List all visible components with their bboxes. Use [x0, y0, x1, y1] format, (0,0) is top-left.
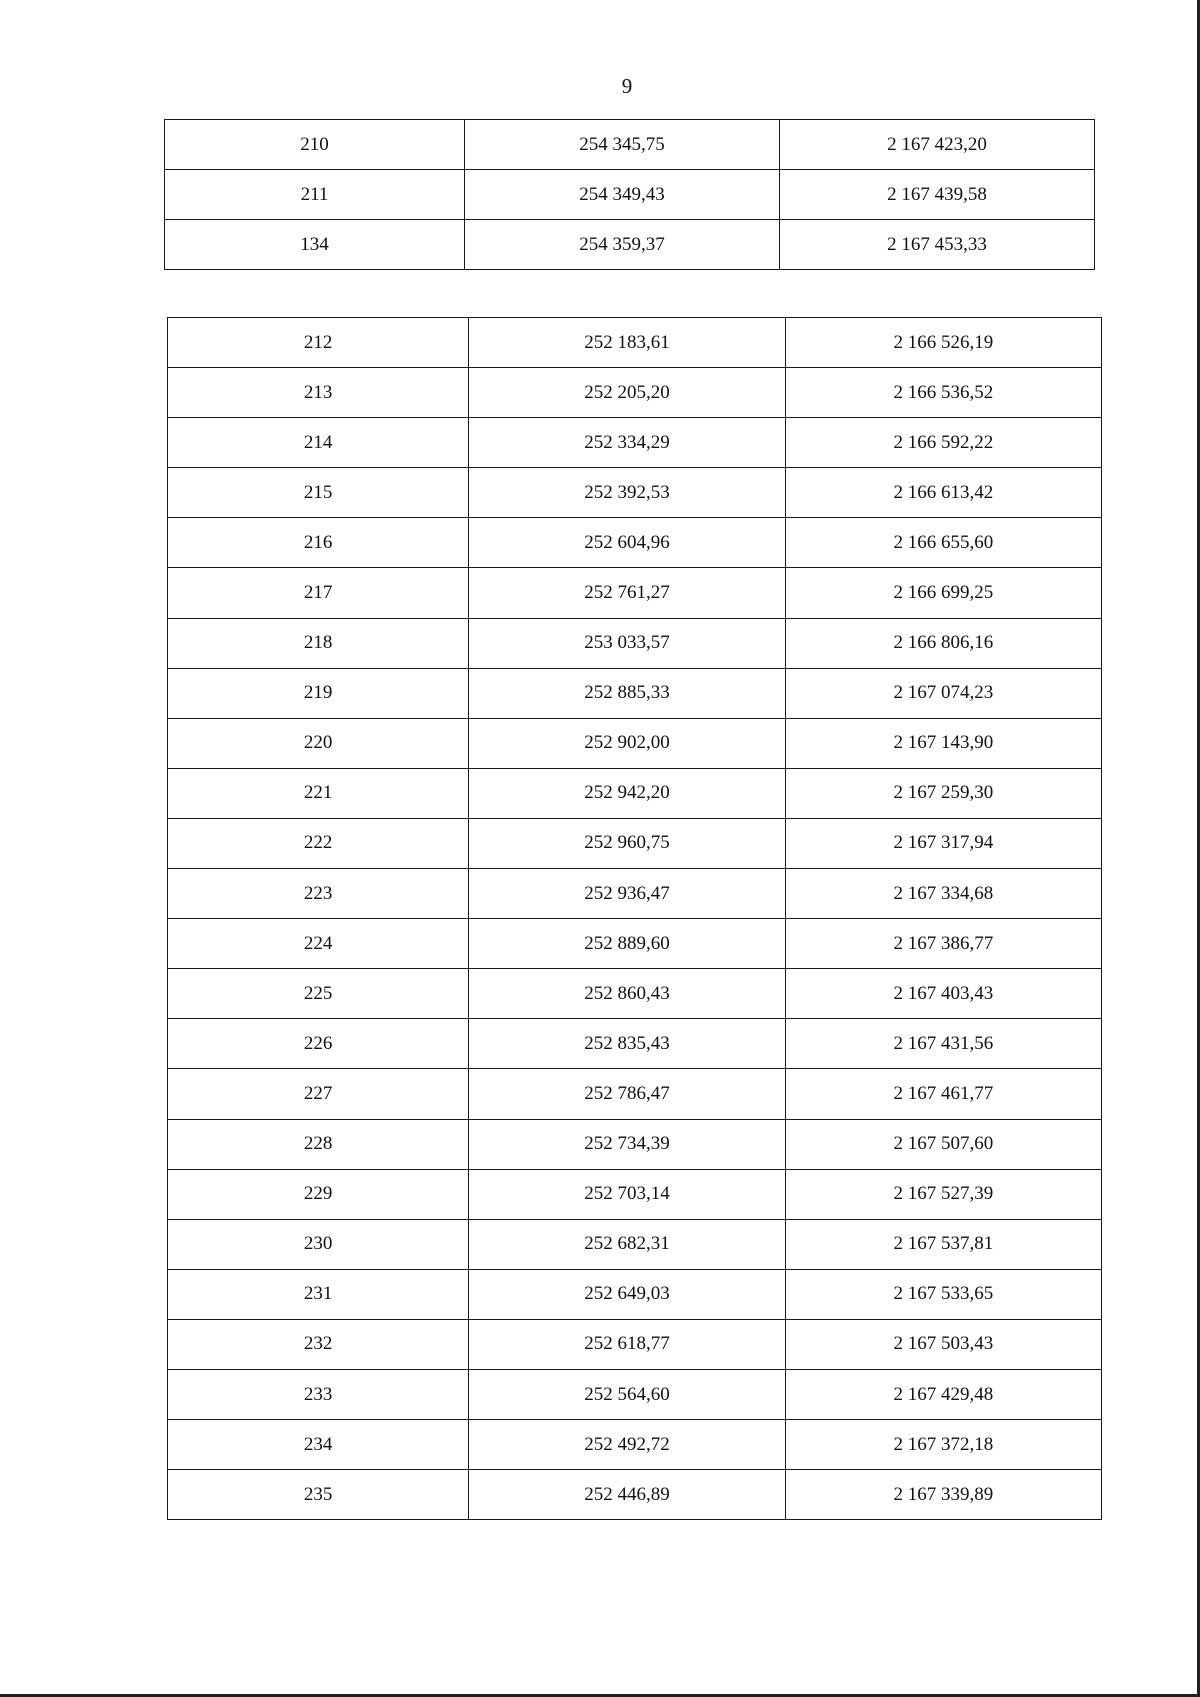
y-coordinate-cell: 2 167 527,39: [785, 1169, 1101, 1219]
table-row: [168, 1470, 1102, 1520]
table-row: [168, 1019, 1102, 1069]
x-coordinate-cell: 252 734,39: [469, 1119, 785, 1169]
point-number-cell: 233: [168, 1369, 469, 1419]
y-coordinate-cell: 2 167 429,48: [785, 1369, 1101, 1419]
point-number-cell: 226: [168, 1019, 469, 1069]
table-row: [168, 768, 1102, 818]
x-coordinate-cell: 252 960,75: [469, 818, 785, 868]
table-row: [168, 618, 1102, 668]
x-coordinate-cell: 252 761,27: [469, 568, 785, 618]
y-coordinate-cell: 2 167 453,33: [780, 220, 1095, 270]
y-coordinate-cell: 2 166 699,25: [785, 568, 1101, 618]
x-coordinate-cell: 252 860,43: [469, 969, 785, 1019]
point-number-cell: 235: [168, 1470, 469, 1520]
y-coordinate-cell: 2 167 074,23: [785, 668, 1101, 718]
x-coordinate-cell: 252 334,29: [469, 418, 785, 468]
table-row: [168, 1069, 1102, 1119]
x-coordinate-cell: 252 682,31: [469, 1219, 785, 1269]
point-number-cell: 215: [168, 468, 469, 518]
x-coordinate-cell: 252 649,03: [469, 1269, 785, 1319]
y-coordinate-cell: 2 167 503,43: [785, 1319, 1101, 1369]
point-number-cell: 230: [168, 1219, 469, 1269]
table-row: [168, 468, 1102, 518]
table-row: [168, 1369, 1102, 1419]
point-number-cell: 217: [168, 568, 469, 618]
point-number-cell: 225: [168, 969, 469, 1019]
table-row: [168, 368, 1102, 418]
point-number-cell: 231: [168, 1269, 469, 1319]
point-number-cell: 234: [168, 1420, 469, 1470]
table-row: [168, 1219, 1102, 1269]
page-number: 9: [621, 74, 633, 98]
table-row: [165, 220, 1095, 270]
y-coordinate-cell: 2 167 537,81: [785, 1219, 1101, 1269]
y-coordinate-cell: 2 167 339,89: [785, 1470, 1101, 1520]
x-coordinate-cell: 254 345,75: [465, 120, 780, 170]
point-number-cell: 211: [165, 170, 465, 220]
y-coordinate-cell: 2 167 507,60: [785, 1119, 1101, 1169]
y-coordinate-cell: 2 167 386,77: [785, 919, 1101, 969]
coordinates-table-2: [167, 317, 1102, 1520]
table-row: [165, 120, 1095, 170]
point-number-cell: 213: [168, 368, 469, 418]
y-coordinate-cell: 2 167 461,77: [785, 1069, 1101, 1119]
x-coordinate-cell: 252 392,53: [469, 468, 785, 518]
point-number-cell: 232: [168, 1319, 469, 1369]
y-coordinate-cell: 2 166 592,22: [785, 418, 1101, 468]
table-row: [168, 1319, 1102, 1369]
table-row: [168, 418, 1102, 468]
y-coordinate-cell: 2 166 806,16: [785, 618, 1101, 668]
point-number-cell: 222: [168, 818, 469, 868]
x-coordinate-cell: 252 446,89: [469, 1470, 785, 1520]
table-row: [168, 869, 1102, 919]
point-number-cell: 220: [168, 718, 469, 768]
point-number-cell: 210: [165, 120, 465, 170]
table-row: [168, 518, 1102, 568]
point-number-cell: 224: [168, 919, 469, 969]
table-row: [168, 1420, 1102, 1470]
x-coordinate-cell: 252 936,47: [469, 869, 785, 919]
y-coordinate-cell: 2 166 526,19: [785, 318, 1101, 368]
point-number-cell: 219: [168, 668, 469, 718]
table-row: [168, 568, 1102, 618]
point-number-cell: 228: [168, 1119, 469, 1169]
y-coordinate-cell: 2 166 613,42: [785, 468, 1101, 518]
y-coordinate-cell: 2 167 259,30: [785, 768, 1101, 818]
point-number-cell: 216: [168, 518, 469, 568]
x-coordinate-cell: 254 349,43: [465, 170, 780, 220]
y-coordinate-cell: 2 167 533,65: [785, 1269, 1101, 1319]
x-coordinate-cell: 252 183,61: [469, 318, 785, 368]
table-row: [168, 318, 1102, 368]
x-coordinate-cell: 254 359,37: [465, 220, 780, 270]
x-coordinate-cell: 252 604,96: [469, 518, 785, 568]
y-coordinate-cell: 2 167 431,56: [785, 1019, 1101, 1069]
x-coordinate-cell: 252 889,60: [469, 919, 785, 969]
point-number-cell: 214: [168, 418, 469, 468]
y-coordinate-cell: 2 167 403,43: [785, 969, 1101, 1019]
table-row: [168, 919, 1102, 969]
point-number-cell: 218: [168, 618, 469, 668]
table-row: [168, 1269, 1102, 1319]
y-coordinate-cell: 2 167 143,90: [785, 718, 1101, 768]
x-coordinate-cell: 253 033,57: [469, 618, 785, 668]
x-coordinate-cell: 252 942,20: [469, 768, 785, 818]
x-coordinate-cell: 252 564,60: [469, 1369, 785, 1419]
y-coordinate-cell: 2 166 536,52: [785, 368, 1101, 418]
y-coordinate-cell: 2 166 655,60: [785, 518, 1101, 568]
point-number-cell: 229: [168, 1169, 469, 1219]
x-coordinate-cell: 252 703,14: [469, 1169, 785, 1219]
point-number-cell: 221: [168, 768, 469, 818]
table-row: [168, 718, 1102, 768]
x-coordinate-cell: 252 205,20: [469, 368, 785, 418]
table-row: [168, 1119, 1102, 1169]
table-row: [168, 668, 1102, 718]
point-number-cell: 223: [168, 869, 469, 919]
x-coordinate-cell: 252 786,47: [469, 1069, 785, 1119]
table-row: [168, 1169, 1102, 1219]
y-coordinate-cell: 2 167 317,94: [785, 818, 1101, 868]
y-coordinate-cell: 2 167 372,18: [785, 1420, 1101, 1470]
x-coordinate-cell: 252 902,00: [469, 718, 785, 768]
y-coordinate-cell: 2 167 439,58: [780, 170, 1095, 220]
table-row: [168, 818, 1102, 868]
x-coordinate-cell: 252 492,72: [469, 1420, 785, 1470]
x-coordinate-cell: 252 835,43: [469, 1019, 785, 1069]
point-number-cell: 212: [168, 318, 469, 368]
point-number-cell: 227: [168, 1069, 469, 1119]
y-coordinate-cell: 2 167 423,20: [780, 120, 1095, 170]
table-row: [165, 170, 1095, 220]
x-coordinate-cell: 252 885,33: [469, 668, 785, 718]
table-row: [168, 969, 1102, 1019]
y-coordinate-cell: 2 167 334,68: [785, 869, 1101, 919]
point-number-cell: 134: [165, 220, 465, 270]
x-coordinate-cell: 252 618,77: [469, 1319, 785, 1369]
coordinates-table-1: [164, 119, 1095, 270]
